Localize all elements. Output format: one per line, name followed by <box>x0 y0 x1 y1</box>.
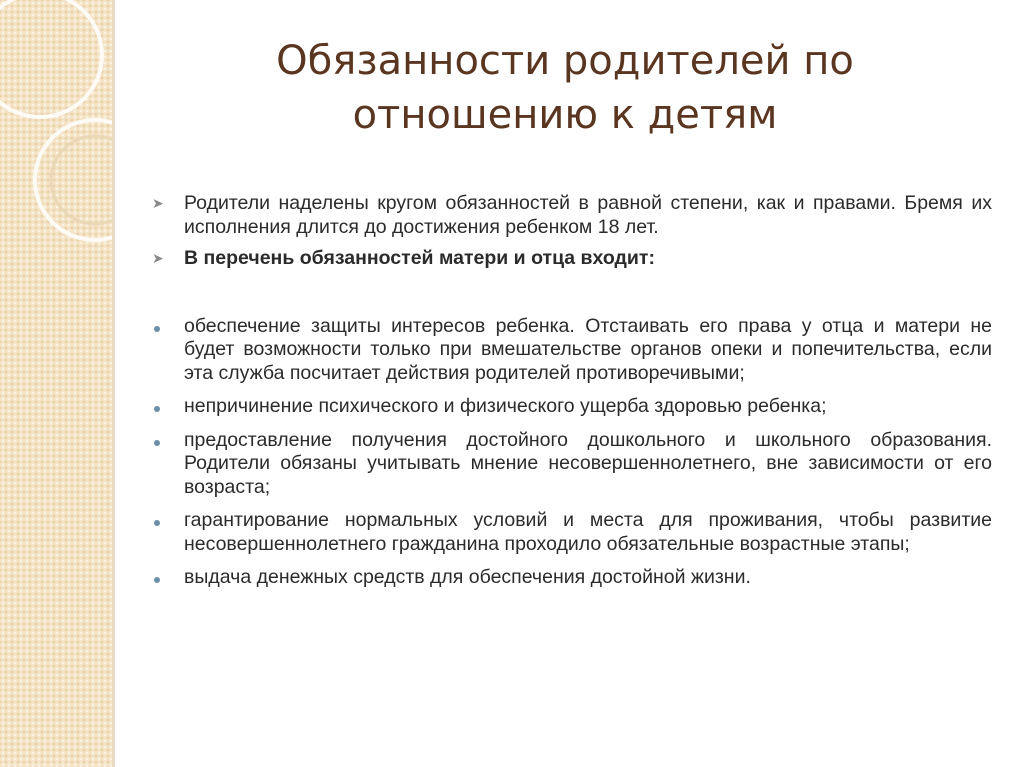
bullet-item-2 <box>152 395 992 419</box>
slide-content <box>152 192 992 590</box>
bullet-item-text: предоставление получения достойного дошкольного и школьного образования. Родители обязаны учитывать мнение несовершеннолетнего, вне зависимости от его возраста; <box>184 428 992 498</box>
arrow-item-2 <box>152 247 992 271</box>
dot-bullet-icon <box>154 577 160 583</box>
side-band-divider <box>112 0 115 767</box>
arrow-item-text: Родители наделены кругом обязанностей в равной степени, как и правами. Бремя их исполнения длится до достижения ребенком 18 лет. <box>184 192 992 238</box>
bullet-item-text: непричинение психического и физического ущерба здоровью ребенка; <box>184 395 827 417</box>
dot-bullet-icon <box>154 326 160 332</box>
arrow-right-icon: ➤ <box>152 195 164 211</box>
dot-bullet-icon <box>154 520 160 526</box>
arrow-right-icon: ➤ <box>152 250 164 266</box>
bullet-item-4 <box>152 509 992 556</box>
slide-title: Обязанности родителей по отношению к детям <box>276 38 854 138</box>
bullet-item-1 <box>152 315 992 386</box>
bullet-item-3 <box>152 429 992 500</box>
arrow-item-1 <box>152 192 992 239</box>
dot-bullet-icon <box>154 440 160 446</box>
decorative-side-band <box>0 0 112 767</box>
arrow-item-text: В перечень обязанностей матери и отца входит: <box>184 247 655 269</box>
bullet-item-text: гарантирование нормальных условий и места для проживания, чтобы развитие несовершеннолетнего гражданина проходило обязательные возрастные этапы; <box>184 509 992 555</box>
dot-bullet-icon <box>154 406 160 412</box>
bullet-item-text: обеспечение защиты интересов ребенка. Отстаивать его права у отца и матери не будет возможности только при вмешательстве органов опеки и попечительства, если эта служба посчитает действия родителей противоречивыми; <box>184 314 992 384</box>
bullet-item-5 <box>152 566 992 590</box>
decorative-rings-icon <box>0 0 112 300</box>
bullet-item-text: выдача денежных средств для обеспечения достойной жизни. <box>184 566 751 588</box>
